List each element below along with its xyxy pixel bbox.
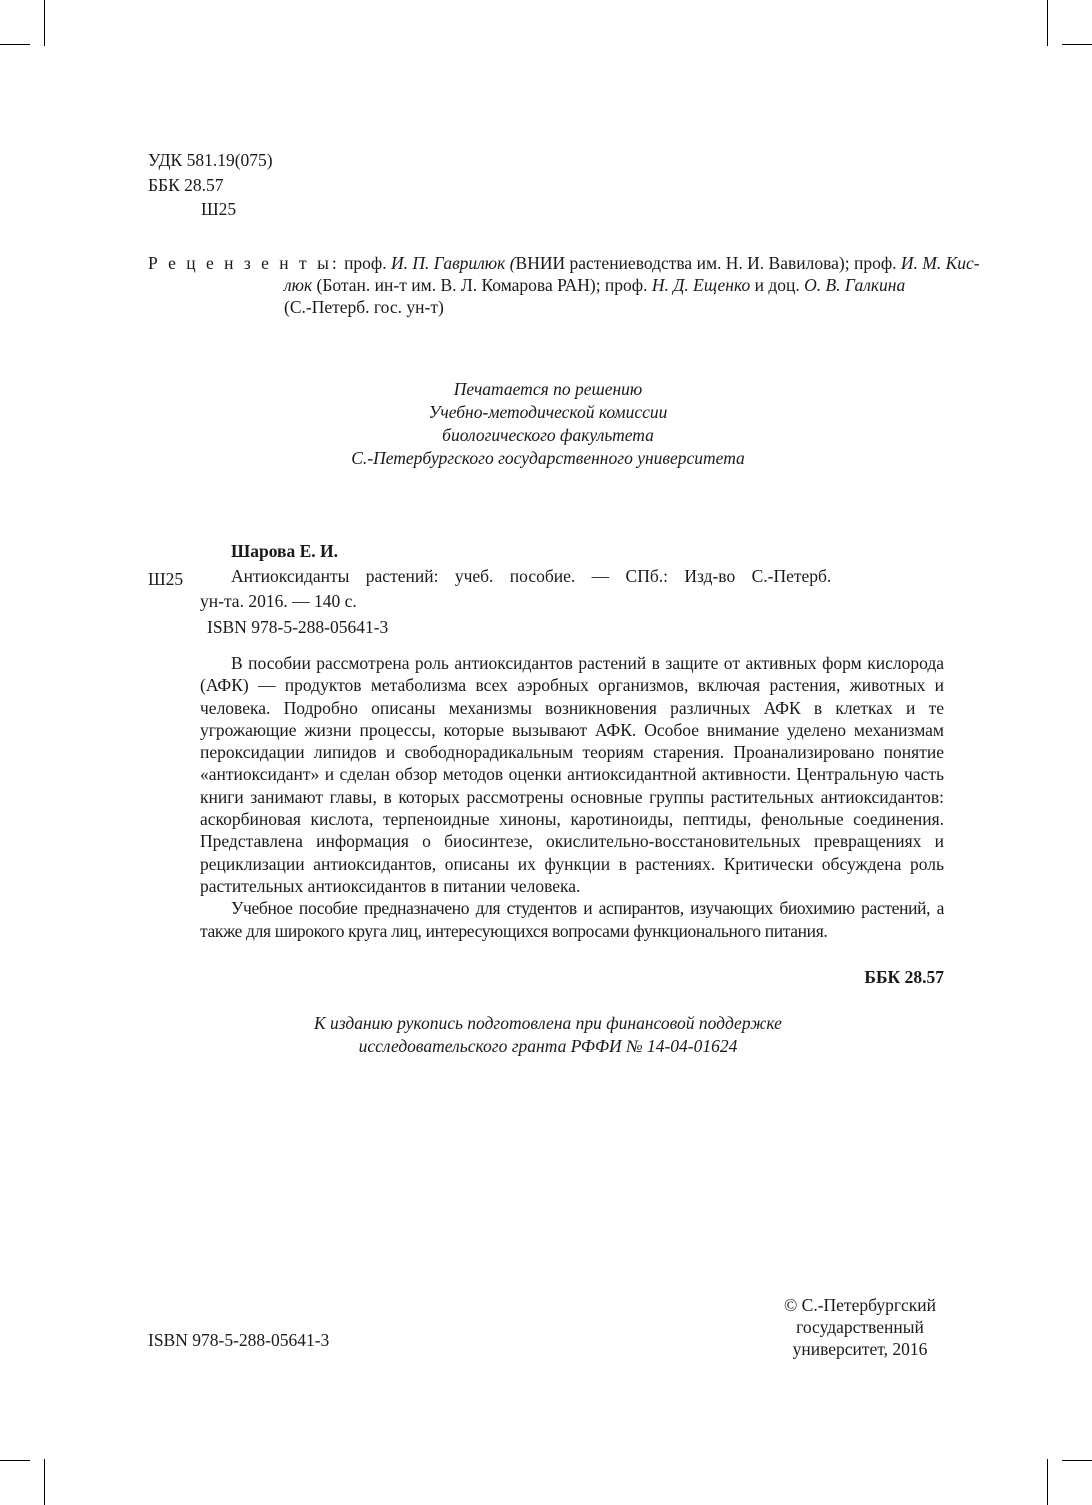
grant-line: К изданию рукопись подготовлена при финансовой поддержке	[314, 1013, 782, 1033]
copyright-line: © С.-Петербургский	[783, 1295, 937, 1315]
reviewer-name-1: И. П. Гаврилюк (	[391, 253, 516, 273]
publication-decision	[200, 378, 896, 470]
abstract-paragraph: Учебное пособие предназначено для студентов и аспирантов, изучающих биохимию растений, а также для широкого круга лиц, интересующихся вопросами функционального питания.	[200, 898, 944, 941]
reviewer-name-2b: люк	[284, 275, 313, 295]
crop-mark-top-right-h	[1062, 44, 1092, 45]
grant-note	[200, 1012, 896, 1058]
crop-mark-bottom-left-h	[0, 1460, 30, 1461]
bbk-bold: ББК 28.57	[864, 967, 944, 987]
crop-mark-top-left-h	[0, 44, 30, 45]
reviewer-name-2a: И. М. Кис-	[900, 253, 980, 273]
classification-block	[148, 148, 273, 222]
reviewer-name-3: Н. Д. Ещенко	[651, 275, 751, 295]
entry-isbn: ISBN 978-5-288-05641-3	[207, 617, 389, 637]
crop-mark-top-right-v	[1047, 0, 1048, 46]
reviewers-block	[148, 252, 980, 318]
abstract-paragraph: В пособии рассмотрена роль антиоксидантов растений в защите от активных форм кислорода (АФК) — продуктов метаболизма всех аэробных организмов, включая растения, животных и человека. Подробно описаны механизмы возникновения различных АФК в клетках и те угрожающие жизни процессы, которые вызывают АФК. Особое внимание уделено механизмам пероксидации липидов и свободнорадикальным теориям старения. Проанализировано понятие «антиоксидант» и сделан обзор методов оценки антиоксидантной активности. Центральную часть книги занимают главы, в которых рассмотрены основные группы растительных антиоксидантов: аскорбиновая кислота, терпеноидные хиноны, каротиноиды, пептиды, фенольные соединения. Представлена информация о биосинтезе, окислительно-восстановительных превращениях и рециклизации антиоксидантов, описаны их функции в растениях. Критически обсуждена роль растительных антиоксидантов в питании человека.	[200, 653, 944, 896]
decision-line: Учебно-методической комиссии	[428, 402, 668, 422]
reviewers-text-4: и доц.	[750, 275, 805, 295]
reviewers-text-1: проф.	[339, 253, 392, 273]
copyright-line: государственный	[796, 1317, 924, 1337]
reviewer-name-4: О. В. Галкина	[804, 275, 906, 295]
crop-mark-bottom-left-v	[44, 1459, 45, 1505]
copyright-block	[760, 1294, 960, 1360]
reviewers-text-3: (Ботан. ин-т им. В. Л. Комарова РАН); проф.	[312, 275, 652, 295]
grant-line: исследовательского гранта РФФИ № 14-04-01624	[358, 1036, 738, 1056]
decision-line: Печатается по решению	[453, 379, 643, 399]
reviewers-label: Р е ц е н з е н т ы:	[148, 253, 340, 273]
author-cipher: Ш25	[201, 199, 237, 219]
entry-title-line-2: ун-та. 2016. — 140 с.	[200, 591, 357, 611]
abstract	[200, 652, 944, 942]
crop-mark-bottom-right-v	[1047, 1459, 1048, 1505]
bbk-code: ББК 28.57	[148, 174, 224, 195]
udk-code: УДК 581.19(075)	[148, 150, 273, 170]
entry-author: Шарова Е. И.	[231, 541, 338, 561]
reviewers-text-2: ВНИИ растениеводства им. Н. И. Вавилова); проф.	[515, 253, 901, 273]
crop-mark-bottom-right-h	[1062, 1460, 1092, 1461]
isbn-bottom: ISBN 978-5-288-05641-3	[148, 1330, 330, 1350]
crop-mark-top-left-v	[44, 0, 45, 46]
copyright-line: университет, 2016	[792, 1339, 928, 1359]
entry-title-line-1	[200, 565, 944, 588]
decision-line: С.-Петербургского государственного университета	[351, 448, 745, 468]
entry-cipher: Ш25	[148, 569, 184, 589]
entry-title-text: Антиоксиданты растений: учеб. пособие. — СПб.: Изд-во С.-Петерб.	[231, 566, 832, 586]
reviewers-text-5: (С.-Петерб. гос. ун-т)	[284, 297, 444, 317]
decision-line: биологического факультета	[442, 425, 654, 445]
